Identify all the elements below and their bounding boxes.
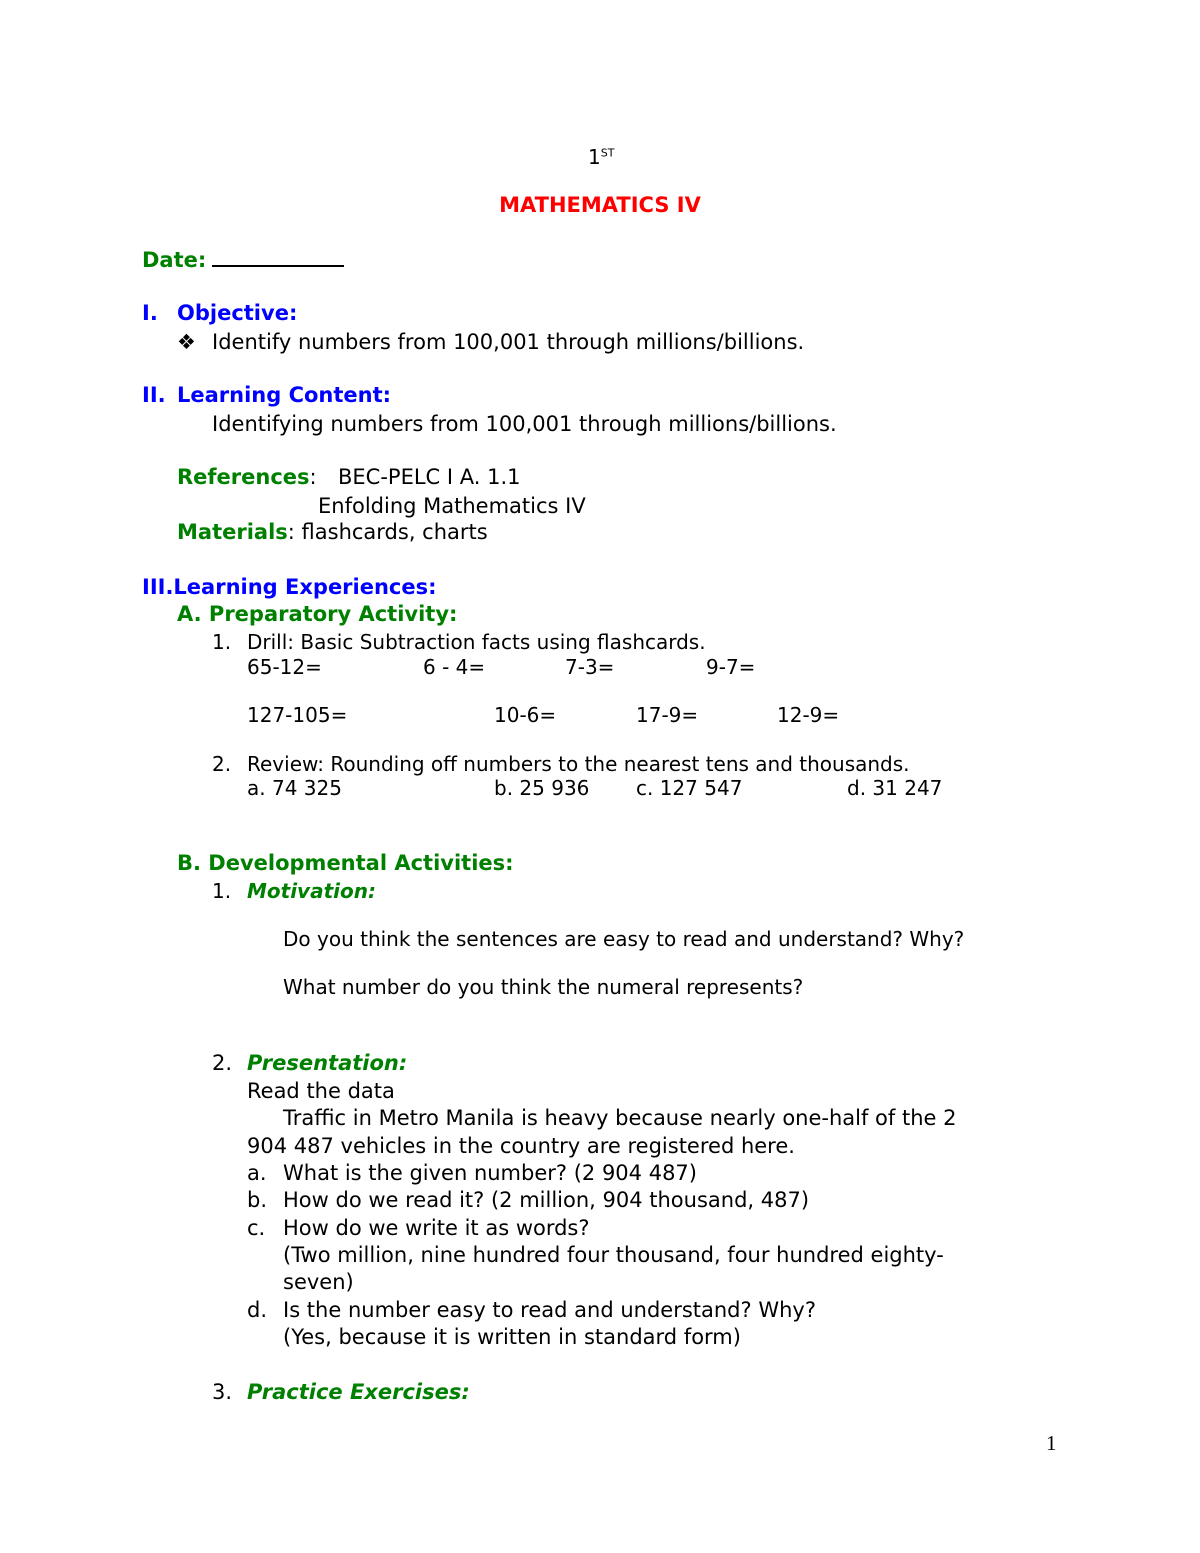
qa-letter: d. <box>247 1298 268 1322</box>
objective-numeral: I. <box>142 301 158 325</box>
references-line: References: <box>177 465 317 489</box>
qa-text: seven) <box>283 1270 354 1294</box>
drill-item: 17-9= <box>636 703 699 727</box>
motivation-heading: Motivation: <box>247 879 376 903</box>
presentation-paragraph: Traffic in Metro Manila is heavy because nearly one-half of the 2 <box>283 1106 957 1130</box>
qa-text: How do we read it? (2 million, 904 thousand, 487) <box>283 1188 810 1212</box>
qa-letter: a. <box>247 1161 267 1185</box>
materials-label: Materials <box>177 520 288 544</box>
drill-item: 6 - 4= <box>423 655 486 679</box>
motivation-question: What number do you think the numeral represents? <box>283 975 804 999</box>
page-number: 1 <box>1046 1431 1057 1455</box>
materials-line: Materials: flashcards, charts <box>177 520 488 544</box>
drill-item: 9-7= <box>706 655 756 679</box>
drill-text: Drill: Basic Subtraction facts using flashcards. <box>247 630 706 654</box>
date-blank <box>212 249 344 267</box>
objective-item: Identify numbers from 100,001 through millions/billions. <box>212 330 805 354</box>
review-item: d. 31 247 <box>847 776 943 800</box>
content-numeral: II. <box>142 383 166 407</box>
drill-item: 7-3= <box>565 655 615 679</box>
drill-item: 12-9= <box>777 703 840 727</box>
presentation-read: Read the data <box>247 1079 395 1103</box>
experiences-heading: III.Learning Experiences: <box>142 575 437 599</box>
practice-heading: Practice Exercises: <box>247 1380 470 1404</box>
qa-text: (Two million, nine hundred four thousand, four hundred eighty- <box>283 1243 944 1267</box>
developmental-heading: B. Developmental Activities: <box>177 851 514 875</box>
qa-text: Is the number easy to read and understand? Why? <box>283 1298 816 1322</box>
qa-text: What is the given number? (2 904 487) <box>283 1161 697 1185</box>
document-title: MATHEMATICS IV <box>499 193 701 217</box>
date-line: Date: <box>142 248 344 272</box>
drill-item: 127-105= <box>247 703 348 727</box>
motivation-question: Do you think the sentences are easy to read and understand? Why? <box>283 927 965 951</box>
reference-item: Enfolding Mathematics IV <box>318 494 586 518</box>
diamond-bullet-icon: ❖ <box>177 330 196 354</box>
content-text: Identifying numbers from 100,001 through millions/billions. <box>212 412 837 436</box>
presentation-paragraph: 904 487 vehicles in the country are registered here. <box>247 1134 795 1158</box>
list-number: 1. <box>212 630 232 654</box>
list-number: 2. <box>212 752 232 776</box>
grade-label: 1ST <box>588 145 615 169</box>
list-number: 2. <box>212 1051 233 1075</box>
drill-item: 10-6= <box>494 703 557 727</box>
content-heading: Learning Content: <box>177 383 392 407</box>
drill-item: 65-12= <box>247 655 322 679</box>
list-number: 1. <box>212 879 232 903</box>
references-label: References <box>177 465 310 489</box>
preparatory-heading: A. Preparatory Activity: <box>177 602 458 626</box>
review-item: c. 127 547 <box>636 776 743 800</box>
qa-letter: c. <box>247 1216 266 1240</box>
review-text: Review: Rounding off numbers to the nearest tens and thousands. <box>247 752 910 776</box>
review-item: b. 25 936 <box>494 776 590 800</box>
presentation-heading: Presentation: <box>247 1051 408 1075</box>
qa-text: (Yes, because it is written in standard form) <box>283 1325 741 1349</box>
qa-letter: b. <box>247 1188 268 1212</box>
list-number: 3. <box>212 1380 233 1404</box>
review-item: a. 74 325 <box>247 776 342 800</box>
qa-text: How do we write it as words? <box>283 1216 590 1240</box>
reference-item: BEC-PELC I A. 1.1 <box>338 465 521 489</box>
objective-heading: Objective: <box>177 301 298 325</box>
